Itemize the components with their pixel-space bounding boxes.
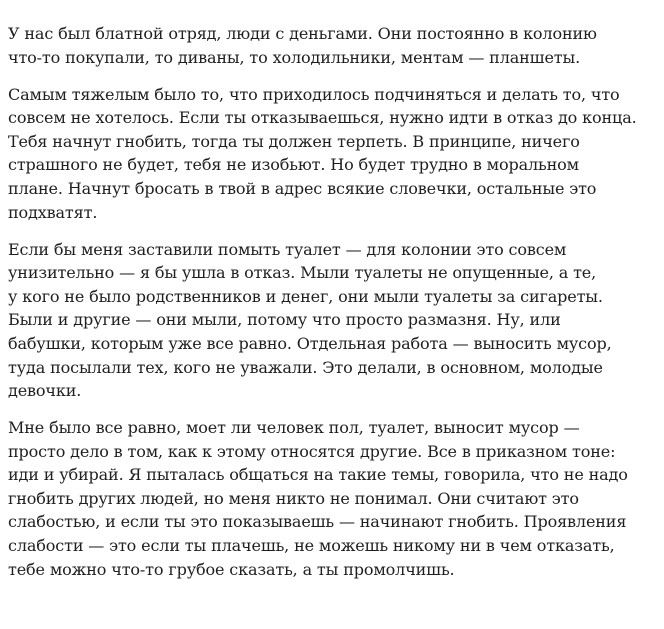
- text-line: Мне было все равно, моет ли человек пол, туалет, выносит мусор —: [8, 418, 580, 438]
- text-line: бабушки, которым уже все равно. Отдельная работа — выносить мусор,: [8, 333, 612, 353]
- text-line: девочки.: [8, 381, 82, 401]
- text-line: плане. Начнут бросать в твой в адрес всякие словечки, остальные это: [8, 178, 597, 198]
- paragraph-4: [8, 416, 660, 581]
- text-line: У нас был блатной отряд, люди с деньгами. Они постоянно в колонию: [8, 24, 597, 43]
- text-line: страшного не будет, тебя не изобьют. Но будет трудно в моральном: [8, 155, 579, 175]
- article-body: [8, 22, 660, 595]
- text-line: туда посылали тех, кого не уважали. Это делали, в основном, молодые: [8, 357, 603, 377]
- paragraph-3: [8, 238, 660, 403]
- text-line: Были и другие — они мыли, потому что просто размазня. Ну, или: [8, 310, 561, 330]
- text-line: подхватят.: [8, 202, 98, 222]
- text-line: Самым тяжелым было то, что приходилось подчиняться и делать то, что: [8, 84, 620, 104]
- text-line: тебе можно что-то грубое сказать, а ты промолчишь.: [8, 559, 455, 579]
- text-line: просто дело в том, как к этому относятся другие. Все в приказном тоне:: [8, 441, 616, 461]
- text-line: у кого не было родственников и денег, они мыли туалеты за сигареты.: [8, 286, 603, 306]
- text-line: иди и убирай. Я пыталась общаться на такие темы, говорила, что не надо: [8, 465, 628, 485]
- text-line: слабостью, и если ты это показываешь — начинают гнобить. Проявления: [8, 512, 627, 532]
- text-line: совсем не хотелось. Если ты отказываешься, нужно идти в отказ до конца.: [8, 108, 637, 128]
- paragraph-2: [8, 83, 660, 225]
- text-line: слабости — это если ты плачешь, не можешь никому ни в чем отказать,: [8, 536, 615, 556]
- text-line: гнобить других людей, но меня никто не понимал. Они считают это: [8, 488, 579, 508]
- text-line: что-то покупали, то диваны, то холодильники, ментам — планшеты.: [8, 47, 581, 67]
- text-line: Если бы меня заставили помыть туалет — для колонии это совсем: [8, 239, 567, 259]
- paragraph-1: [8, 22, 660, 69]
- text-line: Тебя начнут гнобить, тогда ты должен терпеть. В принципе, ничего: [8, 131, 580, 151]
- text-line: унизительно — я бы ушла в отказ. Мыли туалеты не опущенные, а те,: [8, 263, 597, 283]
